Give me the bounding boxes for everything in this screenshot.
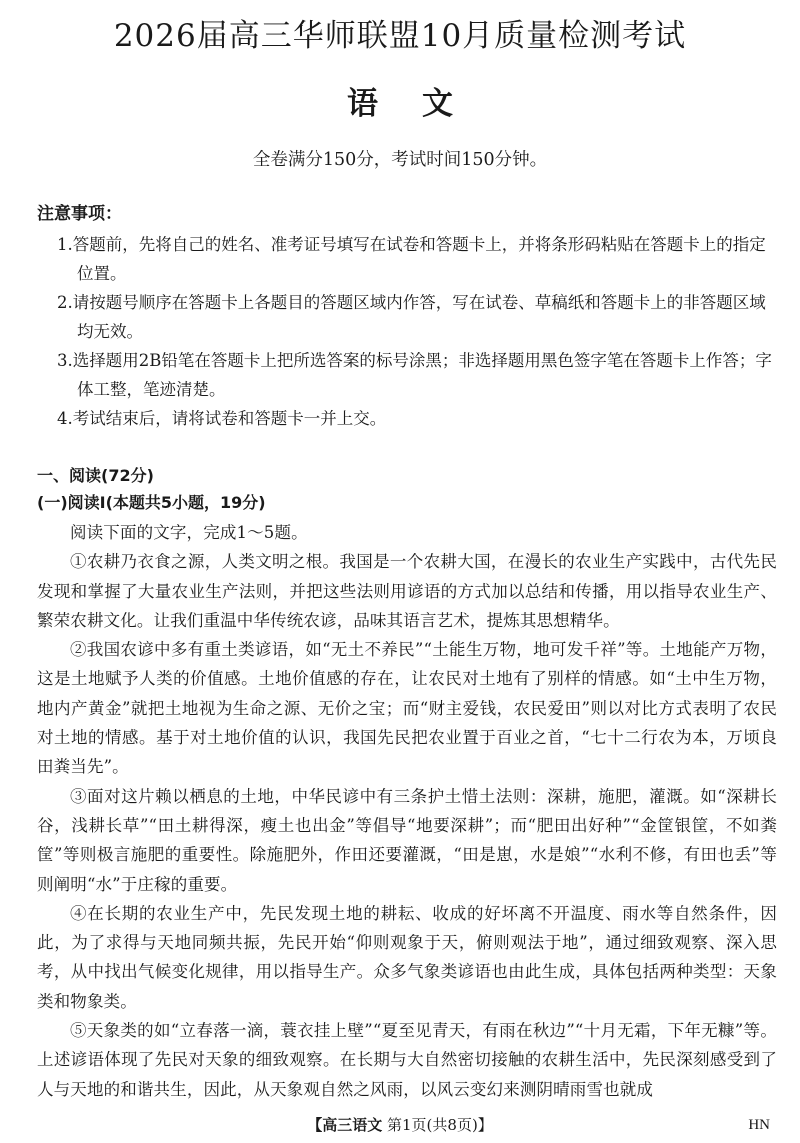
reading-section	[37, 462, 777, 1104]
footer-page-number: 第1页(共8页)】	[387, 1116, 493, 1134]
notice-item-2: 2.请按题号顺序在答题卡上各题目的答题区域内作答，写在试卷、草稿纸和答题卡上的非答题区域均无效。	[57, 293, 766, 341]
subject-title: 语文	[347, 86, 497, 122]
notice-list	[37, 230, 777, 433]
passage-paragraph-4: ④在长期的农业生产中，先民发现土地的耕耘、收成的好坏离不开温度、雨水等自然条件，因此，为了求得与天地同频共振，先民开始“仰则观象于天，俯则观法于地”，通过细致观察、深入思考，从中找出气候变化规律，用以指导生产。众多气象类谚语也由此生成，具体包括两种类型：天象类和物象类。	[37, 903, 777, 1011]
notice-item-3: 3.选择题用2B铅笔在答题卡上把所选答案的标号涂黑；非选择题用黑色签字笔在答题卡上作答；字体工整，笔迹清楚。	[57, 351, 772, 399]
reading-instruction: 阅读下面的文字，完成1～5题。	[70, 523, 308, 542]
passage-paragraph-3: ③面对这片赖以栖息的土地，中华民谚中有三条护土惜土法则：深耕，施肥，灌溉。如“深耕长谷，浅耕长草”“田土耕得深，瘦土也出金”等倡导“地要深耕”；而“肥田出好种”“金筐银筐，不如粪筐”等则极言施肥的重要性。除施肥外，作田还要灌溉，“田是崽，水是娘”“水利不修，有田也丢”等则阐明“水”于庄稼的重要。	[37, 786, 777, 894]
passage-paragraph-5: ⑤天象类的如“立春落一滴，蓑衣挂上壁”“夏至见青天，有雨在秋边”“十月无霜，下年无糠”等。上述谚语体现了先民对天象的细致观察。在长期与大自然密切接触的农耕生活中，先民深刻感受到了人与天地的和谐共生，因此，从天象观自然之风雨，以风云变幻来测阴晴雨雪也就成	[37, 1021, 777, 1099]
notice-heading: 注意事项：	[37, 204, 122, 224]
exam-title: 2026届高三华师联盟10月质量检测考试	[113, 18, 687, 54]
section-heading: 一、阅读(72分)	[37, 466, 154, 485]
notice-item-4: 4.考试结束后，请将试卷和答题卡一并上交。	[57, 409, 387, 428]
sub-section-heading: (一)阅读Ⅰ(本题共5小题，19分)	[37, 493, 266, 512]
passage-paragraph-2: ②我国农谚中多有重土类谚语，如“无土不养民”“土能生万物，地可发千祥”等。土地能产万物，这是土地赋予人类的价值感。土地价值感的存在，让农民对土地有了别样的情感。如“土中生万物，地内产黄金”就把土地视为生命之源、无价之宝；而“财主爱钱，农民爱田”则以对比方式表明了农民对土地的情感。基于对土地价值的认识，我国先民把农业置于百业之首，“七十二行农为本，万顷良田粪当先”。	[37, 640, 777, 777]
passage-paragraph-1: ①农耕乃衣食之源，人类文明之根。我国是一个农耕大国，在漫长的农业生产实践中，古代先民发现和掌握了大量农业生产法则，并把这些法则用谚语的方式加以总结和传播，用以指导农业生产、繁荣农耕文化。让我们重温中华传统农谚，品味其语言艺术，提炼其思想精华。	[37, 552, 777, 630]
footer-subject-label: 【高三语文	[307, 1116, 383, 1134]
notice-item-1: 1.答题前，先将自己的姓名、准考证号填写在试卷和答题卡上，并将条形码粘贴在答题卡上的指定位置。	[57, 235, 766, 283]
notice-block	[37, 200, 777, 433]
footer-page-info	[0, 1113, 800, 1137]
score-note: 全卷满分150分，考试时间150分钟。	[252, 150, 548, 170]
footer-region-code: HN	[748, 1117, 770, 1133]
page-footer	[0, 1113, 800, 1137]
